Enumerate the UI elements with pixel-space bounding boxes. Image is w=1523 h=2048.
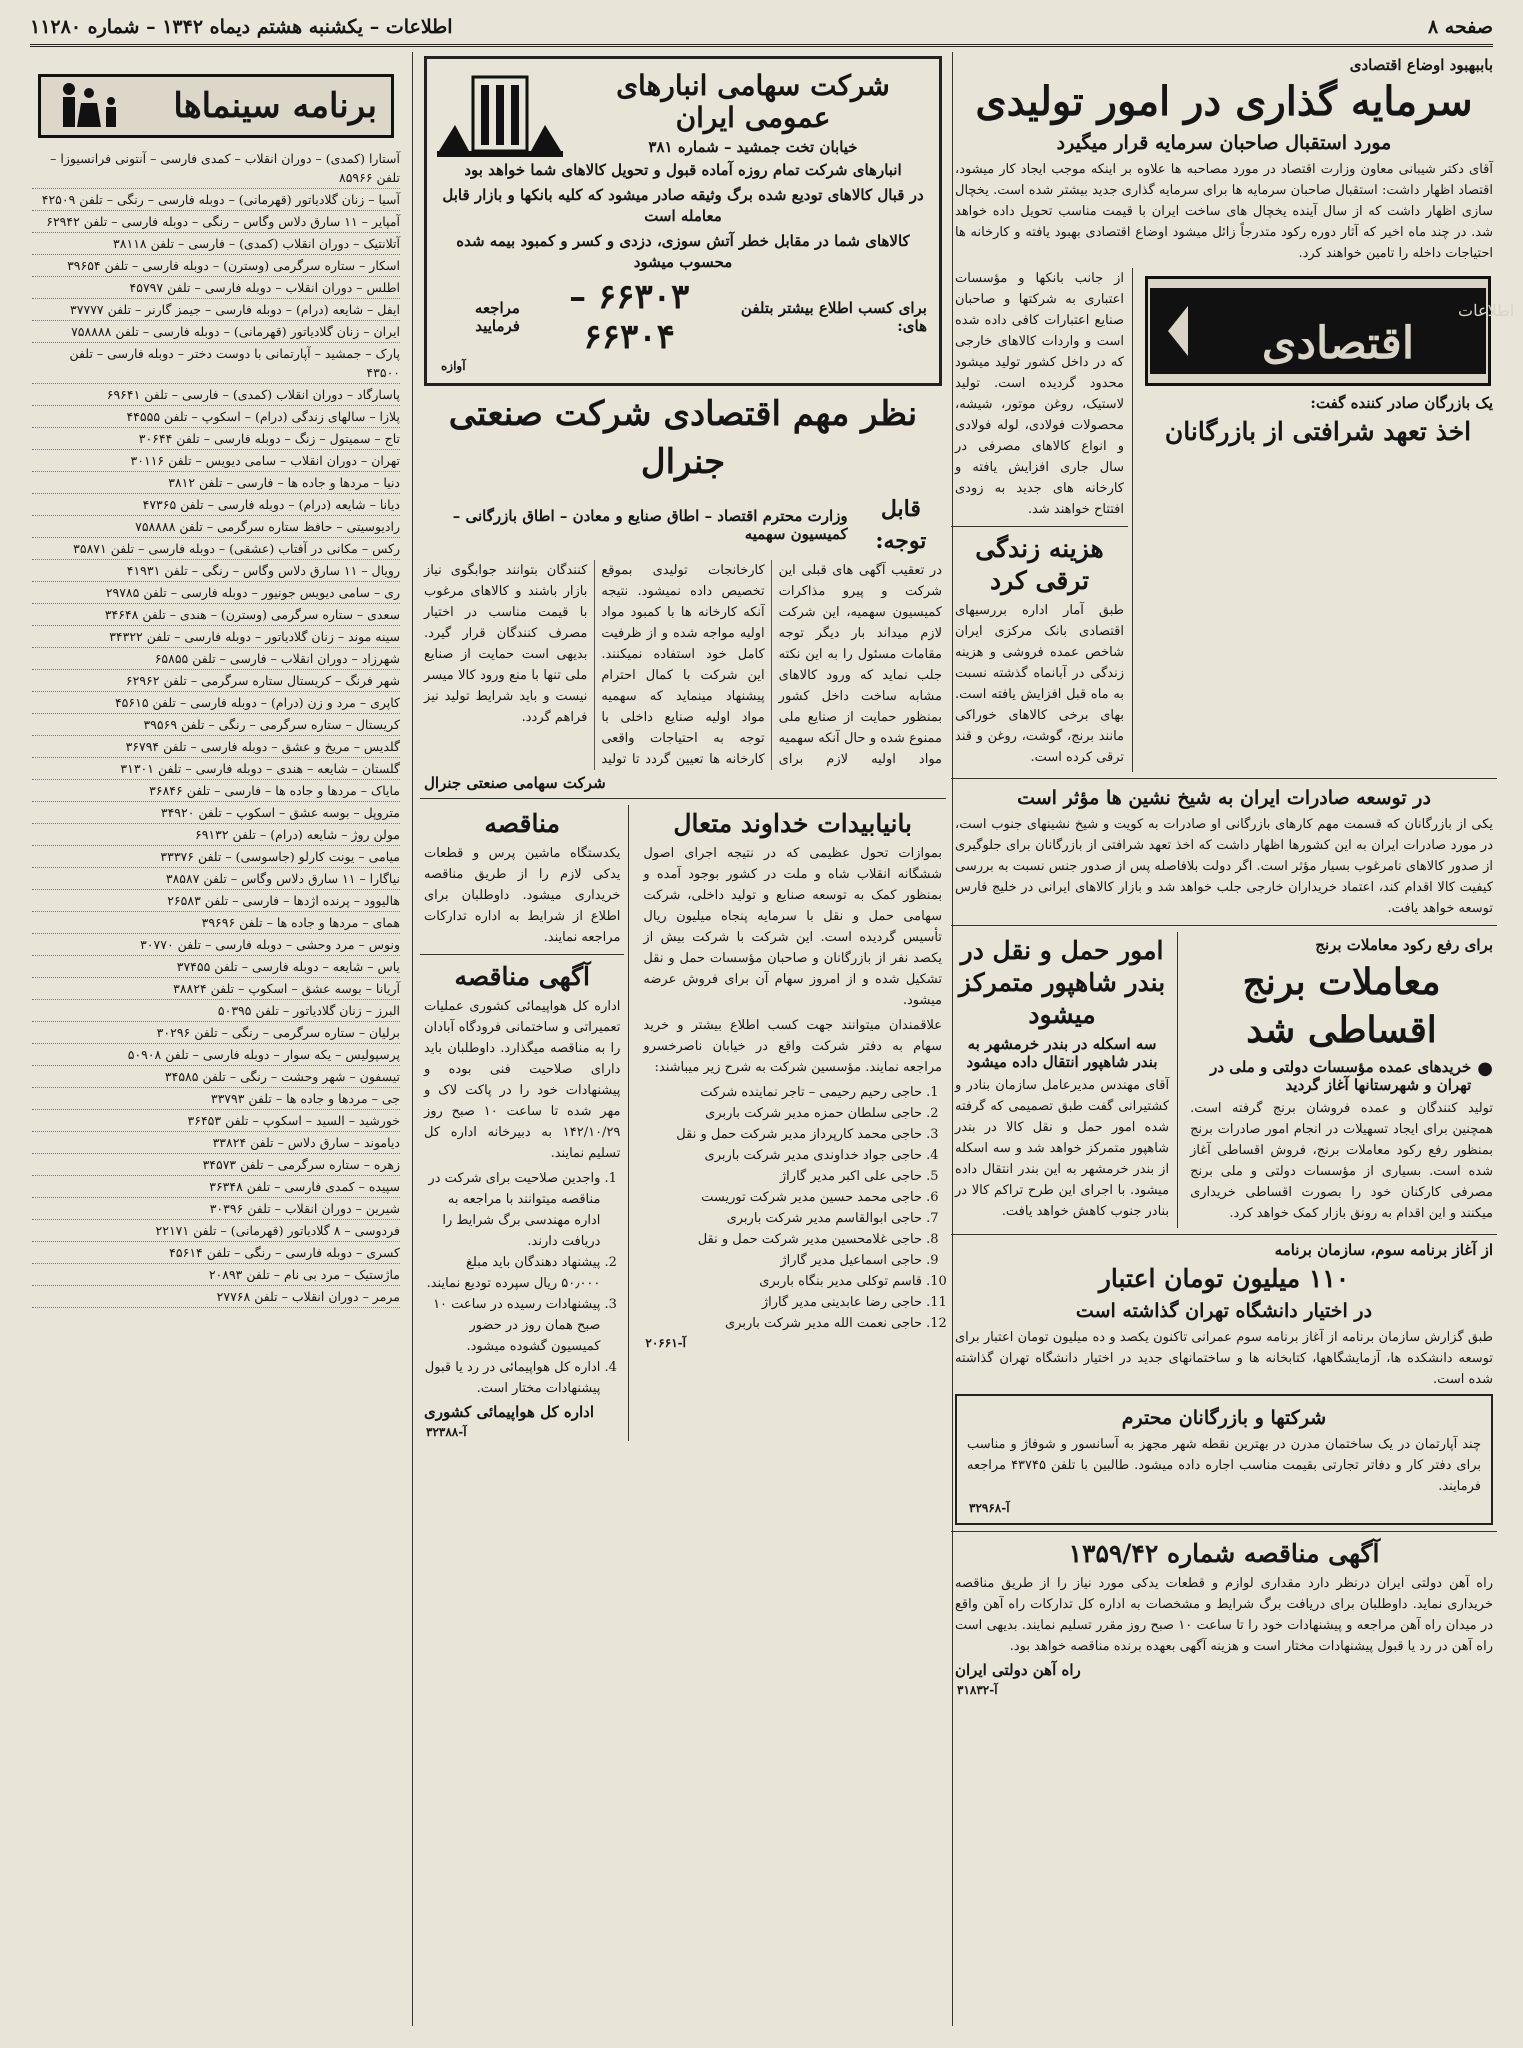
family-figures-icon — [55, 79, 125, 133]
tender-condition: 1. واجدین صلاحیت برای شرکت در مناقصه میتوانند با مراجعه به اداره مهندسی برگ شرایط را دریافت دارند. — [424, 1168, 600, 1252]
logo-top-text: اطلاعات — [1458, 301, 1515, 320]
cinema-listing-item: ایفل – شایعه (درام) – دوبله فارسی – جیمز گارنر – تلفن ۳۷۷۷۷ — [32, 299, 400, 321]
warehouse-address: خیابان تخت جمشید – شماره ۳۸۱ — [648, 138, 858, 156]
founders-list — [643, 1082, 922, 1334]
article-transport-p2: علاقمندان میتوانند جهت کسب اطلاع بیشتر و خرید سهام به دفتر شرکت واقع در خیابان ناصرخسرو مراجعه نمایند. مؤسسین شرکت به شرح زیر میباشند: — [643, 1018, 942, 1075]
exporters-kicker: یک بازرگان صادر کننده گفت: — [1310, 394, 1493, 412]
cinema-listing-item: پارک – جمشید – آپارتمانی با دوست دختر – دوبله فارسی – تلفن ۴۳۵۰۰ — [32, 343, 400, 384]
cinema-listing-item: شهرزاد – دوران انقلاب – فارسی – تلفن ۶۵۸۵۵ — [32, 648, 400, 670]
headline-exporters: اخذ تعهد شرافتی از بازرگانان — [1164, 417, 1472, 446]
cinema-listing-item: آسیا – زنان گلادیاتور (قهرمانی) – دوبله فارسی – رنگی – تلفن ۴۲۵۰۹ — [32, 189, 400, 211]
headline-tender-1: مناقصه — [484, 809, 560, 838]
cinema-listings — [32, 148, 400, 1308]
article-investment-p2: از جانب بانکها و مؤسسات اعتباری به شرکتها و صاحبان صنایع اعتبارات کافی داده شده است و واردات کالاهای خارجی که در داخل کشور تولید میشود محدود گردیده است. تولید لاستیک، روغن موتور، شیشه، محصولات فولادی، لوله فولادی و انواع کالاهای مصرفی در سال جاری افزایش یافته و کارخانه های جدید به زودی افتتاح خواهند شد. — [955, 271, 1124, 517]
rice-kicker: برای رفع رکود معاملات برنج — [1315, 936, 1493, 954]
attention-text: وزارت محترم اقتصاد – اطاق صنایع و معادن – اطاق بازرگانی – کمیسیون سهمیه — [452, 507, 848, 543]
tender-condition: 3. پیشنهادات رسیده در ساعت ۱۰ صبح همان روز در حضور کمیسیون گشوده میشود. — [424, 1294, 600, 1357]
tender-2-sign: اداره کل هواپیمائی کشوری — [424, 1403, 594, 1421]
rice-bullet-text: خریدهای عمده مؤسسات دولتی و ملی در تهران و شهرستانها آغاز گردید — [1210, 1058, 1472, 1094]
ettelaat-eghtesadi-logo-icon — [1148, 286, 1515, 376]
logo-main-text: اقتصادی — [1261, 318, 1415, 369]
warehouse-ad — [424, 56, 942, 386]
headline-fund: ۱۱۰ میلیون تومان اعتبار — [1098, 1264, 1350, 1293]
port-sub: سه اسکله در بندر خرمشهر به بندر شاهپور انتقال داده میشود — [966, 1035, 1158, 1071]
warehouse-line-1: انبارهای شرکت تمام روزه آماده قبول و تحویل کالاهای شما خواهد بود — [464, 161, 902, 179]
railway-sign: راه آهن دولتی ایران — [955, 1661, 1081, 1679]
cinema-listing-item: پاسارگاد – دوران انقلاب (کمدی) – فارسی – تلفن ۶۹۶۴۱ — [32, 384, 400, 406]
cinema-listing-item: دیاموند – سارق دلاس – تلفن ۳۳۸۲۴ — [32, 1132, 400, 1154]
attention-label: قابل توجه: — [875, 496, 927, 554]
cinema-listing-item: رکس – مکانی در آفتاب (عشقی) – دوبله فارسی – تلفن ۳۵۸۷۱ — [32, 538, 400, 560]
headline-transport-company: بانیابیدات خداوند متعال — [673, 809, 913, 838]
middle-column — [420, 52, 946, 2026]
founder-item: 12. حاجی نعمت الله مدیر شرکت باربری — [643, 1313, 922, 1334]
cinema-listing-item: البرز – زنان گلادیاتور – تلفن ۵۰۳۹۵ — [32, 1000, 400, 1022]
cinema-listing-item: رویال – ۱۱ سارق دلاس وگاس – رنگی – تلفن ۴۱۹۳۱ — [32, 560, 400, 582]
article-tender-2: اداره کل هواپیمائی کشوری عملیات تعمیراتی و ساختمانی فرودگاه آبادان را به مناقصه میگذارد. داوطلبان باید دارای صلاحیت فنی بوده و پیشنهادات خود را در پاکت لاک و مهر شده تا ساعت ۱۰ صبح روز ۱۴۲/۱۰/۲۹ به دبیرخانه اداره کل تسلیم نمایند. — [424, 999, 621, 1161]
economics-column — [951, 52, 1515, 2026]
headline-rice: معاملات برنج اقساطی شد — [1242, 961, 1441, 1051]
cinema-listing-item: تاج – سمیتول – زنگ – دوبله فارسی – تلفن ۳۰۶۴۴ — [32, 428, 400, 450]
cinema-listing-item: هالیوود – پرنده اژدها – فارسی – تلفن ۲۶۵۸۳ — [32, 890, 400, 912]
issue-info: اطلاعات – یکشنبه هشتم دیماه ۱۳۴۲ – شماره ۱۱۲۸۰ — [30, 16, 453, 38]
cinema-listing-item: سینه موند – زنان گلادیاتور – دوبله فارسی – تلفن ۳۴۳۲۲ — [32, 626, 400, 648]
cinema-listing-item: مرمر – دوران انقلاب – تلفن ۲۷۷۶۸ — [32, 1286, 400, 1308]
economics-main — [1139, 268, 1515, 772]
founder-item: 7. حاجی ابوالقاسم مدیر شرکت باربری — [643, 1208, 922, 1229]
article-railway-tender: راه آهن دولتی ایران درنظر دارد مقداری لوازم و قطعات یدکی مورد نیاز را از طریق مناقصه خریداری نماید. داوطلبان برای دریافت برگ شرایط و مشخصات به اداره کل تدارکات راه آهن واقع در میدان راه آهن مراجعه و پیشنهادات خود را تا ساعت ۱۰ صبح روز مقرر تسلیم نمایند. بدیهی است راه آهن در رد یا قبول پیشنهادات مختار است و هزینه آگهی بعهده برنده مناقصه خواهد بود. — [955, 1576, 1494, 1654]
economics-logo — [1145, 276, 1515, 386]
warehouse-phone-label: برای کسب اطلاع بیشتر بتلفن های: — [740, 299, 927, 335]
cinema-listing-item: گلستان – شایعه – هندی – دوبله فارسی – تلفن ۳۱۳۰۱ — [32, 758, 400, 780]
cinema-listing-item: جی – مردها و جاده ها – تلفن ۳۳۷۹۳ — [32, 1088, 400, 1110]
cinema-listing-item: برلیان – ستاره سرگرمی – رنگی – تلفن ۳۰۲۹۶ — [32, 1022, 400, 1044]
headline-port: امور حمل و نقل در بندر شاهپور متمرکز میشود — [958, 936, 1166, 1029]
page-number: صفحه ۸ — [1427, 16, 1493, 38]
cinema-listing-item: پلازا – سالهای زندگی (درام) – اسکوپ – تلفن ۴۴۵۵۵ — [32, 406, 400, 428]
cinema-listing-item: اسکار – ستاره سرگرمی (وسترن) – دوبله فارسی – تلفن ۳۹۶۵۴ — [32, 255, 400, 277]
warehouse-building — [435, 69, 565, 159]
founder-item: 1. حاجی رحیم رحیمی – تاجر نماینده شرکت — [643, 1082, 922, 1103]
cinema-listing-item: ری – سامی دیویس جونیور – دوبله فارسی – تلفن ۲۹۷۸۵ — [32, 582, 400, 604]
cinema-listing-item: شهر فرنگ – کریستال ستاره سرگرمی – تلفن ۶۲۹۶۲ — [32, 670, 400, 692]
cinema-header — [38, 74, 394, 138]
cinema-listing-item: ماژستیک – مرد بی نام – تلفن ۲۰۸۹۳ — [32, 1264, 400, 1286]
railway-stamp: آ-۳۱۸۳۲ — [957, 1683, 998, 1697]
economics-block — [951, 268, 1515, 772]
masthead — [30, 10, 1493, 47]
cinema-listing-item: فردوسی – ۸ گلادیاتور (قهرمانی) – تلفن ۲۲۱۷۱ — [32, 1220, 400, 1242]
cinema-listing-item: اطلس – دوران انقلاب – دوبله فارسی – تلفن ۴۵۷۹۷ — [32, 277, 400, 299]
rice-bullet — [1190, 1058, 1493, 1094]
cinema-listing-item: نیاگارا – ۱۱ سارق دلاس وگاس – تلفن ۳۸۵۸۷ — [32, 868, 400, 890]
bullet-icon: ● — [1477, 1058, 1493, 1079]
cinema-listing-item: همای – مردها و جاده ها – تلفن ۳۹۶۹۶ — [32, 912, 400, 934]
headline-cost-of-living: هزینه زندگی ترقی کرد — [975, 534, 1104, 595]
article-general-industrial: در تعقیب آگهی های قبلی این شرکت و پیرو مذاکرات کمیسیون سهمیه، این شرکت لازم میداند بار دیگر توجه مقامات مسئول را به این نکته جلب نماید که ورود کالاهای مشابه ساخت داخل کشور بمنظور حمایت از صنایع ملی ممنوع شده و حال آنکه سهمیه مواد اولیه لازم برای کارخانجات تولیدی بموقع تخصیص داده نمیشود. نتیجه آنکه کارخانه ها با کمبود مواد اولیه مواجه شده و از ظرفیت کامل خود استفاده نمیکنند. این شرکت با کمال احترام پیشنهاد مینماید که سهمیه مواد اولیه صنایع داخلی با توجه به احتیاجات واقعی کارخانه ها تعیین گردد تا تولید کنندگان بتوانند جوابگوی نیاز بازار باشند و کالاهای مرغوب با قیمت مناسب در اختیار مصرف کنندگان قرار گیرد. بدیهی است حمایت از صنایع ملی تنها با منع ورود کالا میسر نیست و باید شرایط تولید نیز فراهم گردد. — [424, 563, 942, 767]
subheadline-investment: مورد استقبال صاحبان سرمایه قرار میگیرد — [1056, 132, 1392, 154]
cinema-listing-item: دنیا – مردها و جاده ها – فارسی – تلفن ۳۸۱۲ — [32, 472, 400, 494]
cinema-listing-item: سپیده – کمدی فارسی – تلفن ۳۶۳۴۸ — [32, 1176, 400, 1198]
cinema-listing-item: آمپایر – ۱۱ سارق دلاس وگاس – رنگی – دوبله فارسی – تلفن ۶۲۹۴۲ — [32, 211, 400, 233]
cinema-column — [26, 52, 406, 2026]
cinema-listing-item: پرسپولیس – یکه سوار – دوبله فارسی – تلفن ۵۰۹۰۸ — [32, 1044, 400, 1066]
subheadline-fund: در اختیار دانشگاه تهران گذاشته است — [1075, 1300, 1373, 1322]
office-ad-title: شرکتها و بازرگانان محترم — [1121, 1407, 1327, 1429]
section-kicker: باببهبود اوضاع اقتصادی — [1349, 56, 1493, 74]
warehouse-phone-tail: مراجعه فرمایید — [474, 299, 520, 335]
article-exporters: یکی از بازرگانان که قسمت مهم کارهای بازرگانی او صادرات به کویت و شیخ نشینهای جنوب است، در مورد صادرات ایران به این کشورها اظهار داشت که اخذ تعهد شرافتی از بازرگانان برای جلوگیری از صدور کالاهای نامرغوب بسیار مؤثر است. اگر دولت بلافاصله پس از صدور جنس نسبت به بررسی کیفیت کالا اقدام کند، اعتماد خریداران خارجی جلب خواهد شد و بازار کالاهای ایرانی در خلیج فارس توسعه خواهد یافت. — [955, 817, 1493, 916]
headline-tender-2: آگهی مناقصه — [454, 962, 590, 991]
cinema-listing-item: رادیوسیتی – حافظ ستاره سرگرمی – تلفن ۷۵۸۸۸۸ — [32, 516, 400, 538]
fund-kicker: از آغاز برنامه سوم، سازمان برنامه — [1274, 1241, 1493, 1259]
warehouse-line-3: کالاهای شما در مقابل خطر آتش سوزی، دزدی و کسر و کمبود بیمه شده محسوب میشود — [456, 232, 910, 271]
attention-row — [424, 490, 942, 560]
middle-lower — [420, 805, 946, 1441]
cinema-listing-item: آریانا – بوسه عشق – اسکوپ – تلفن ۳۸۸۲۴ — [32, 978, 400, 1000]
founder-item: 4. حاجی جواد خداوندی مدیر شرکت باربری — [643, 1145, 922, 1166]
warehouse-building-icon — [435, 69, 565, 159]
warehouse-ad-header — [435, 67, 931, 160]
cinema-title: برنامه سینماها — [173, 86, 377, 126]
tender-condition: 2. پیشنهاد دهندگان باید مبلغ ۵۰٫۰۰۰ ریال سپرده تودیع نمایند. — [424, 1252, 600, 1294]
founder-item: 6. حاجی محمد حسین مدیر شرکت توریست — [643, 1187, 922, 1208]
cinema-listing-item: یاس – شایعه – دوبله فارسی – تلفن ۳۷۴۵۵ — [32, 956, 400, 978]
general-industrial-sign: شرکت سهامی صنعتی جنرال — [424, 774, 606, 792]
article-port: آقای مهندس مدیرعامل سازمان بنادر و کشتیرانی گفت طبق تصمیمی که گرفته شده امور حمل و نقل کالا در بندر شاهپور متمرکز خواهد شد و سه اسکله از بندر خرمشهر به این بندر انتقال داده میشود. با اجرای این طرح تراکم کالا در بنادر جنوب کاهش خواهد یافت. — [955, 1078, 1170, 1219]
subheadline-exporters: در توسعه صادرات ایران به شیخ نشین ها مؤثر است — [1017, 787, 1431, 809]
cinema-listing-item: میامی – یونت کارلو (جاسوسی) – تلفن ۳۳۳۷۶ — [32, 846, 400, 868]
article-investment-p1: آقای دکتر شیبانی معاون وزارت اقتصاد در مورد مصاحبه ها علاوه بر اینکه موجب ایجاد کار میشود، اقتصاد اظهار داشت: استقبال صاحبان سرمایه ها برای سرمایه گذاری جدید بیشتر شده است. یخچال سازی اظهار داشت که از سال آینده یخچال های ساخت ایران با قیمت مناسب تحویل داده خواهد شد. در چند ماه اخیر که آثار دوره رکود متدرجاً زائل میشود اوضاع اقتصادی بهبود یافته و کارخانه ها احتیاجات داخله را تامین خواهند کرد. — [955, 162, 1493, 261]
cinema-listing-item: سعدی – ستاره سرگرمی (وسترن) – هندی – تلفن ۳۴۶۴۸ — [32, 604, 400, 626]
article-rice: تولید کنندگان و عمده فروشان برنج گرفته است. همچنین برای ایجاد تسهیلات در انجام امور صادرات برنج بمنظور رفع رکود معاملات برنج، فروش اقساطی آغاز شده است. بسیاری از مؤسسات دولتی و ملی برنج مصرفی کارکنان خود را بصورت اقساطی خریداری میکنند و این اقدام به رونق بازار کمک خواهد کرد. — [1190, 1101, 1493, 1221]
rice-port-block — [951, 932, 1497, 1228]
cinema-listing-item: متروپل – بوسه عشق – اسکوپ – تلفن ۳۴۹۲۰ — [32, 802, 400, 824]
port-article — [951, 932, 1178, 1228]
cinema-listing-item: ونوس – مرد وحشی – دوبله فارسی – تلفن ۳۰۷۷۰ — [32, 934, 400, 956]
warehouse-phone: ۶۶۳۰۳ – ۶۶۳۰۴ — [569, 277, 690, 357]
cinema-listing-item: دیانا – شایعه (درام) – دوبله فارسی – تلفن ۴۷۳۶۵ — [32, 494, 400, 516]
headline-railway-tender: آگهی مناقصه شماره ۱۳۵۹/۴۲ — [1068, 1539, 1380, 1568]
cinema-listing-item: آستارا (کمدی) – دوران انقلاب – کمدی فارسی – آنتونی فرانسیوزا – تلفن ۸۵۹۶۶ — [32, 148, 400, 189]
rice-article — [1186, 932, 1497, 1228]
founder-item: 3. حاجی محمد کارپرداز مدیر شرکت حمل و نقل — [643, 1124, 922, 1145]
tenders-column — [420, 805, 629, 1441]
cinema-listing-item: کسری – دوبله فارسی – رنگی – تلفن ۴۵۶۱۴ — [32, 1242, 400, 1264]
warehouse-ad-titles — [575, 67, 931, 160]
tender-2-stamp: آ-۳۲۳۸۸ — [426, 1425, 467, 1439]
cinema-listing-item: کریستال – ستاره سرگرمی – رنگی – تلفن ۳۹۵۶۹ — [32, 714, 400, 736]
tender-condition: 4. اداره کل هواپیمائی در رد یا قبول پیشنهادات مختار است. — [424, 1357, 600, 1399]
office-rental-ad — [955, 1394, 1493, 1525]
cinema-listing-item: گلدیس – مریخ و عشق – دوبله فارسی – تلفن ۳۶۷۹۴ — [32, 736, 400, 758]
founder-item: 5. حاجی علی اکبر مدیر گاراژ — [643, 1166, 922, 1187]
transport-stamp: آ-۲۰۶۶۱ — [645, 1336, 686, 1350]
tender-2-conditions — [424, 1168, 600, 1399]
founder-item: 2. حاجی سلطان حمزه مدیر شرکت باربری — [643, 1103, 922, 1124]
article-transport-p1: بموازات تحول عظیمی که در نتیجه اجرای اصول ششگانه انقلاب شاه و ملت در کشور بوجود آمده و بمنظور کمک به توسعه صنایع و تولید داخلی، شرکت سهامی حمل و نقل با سرمایه پنجاه میلیون ریال تأسیس گردیده است. این شرکت با شرکت بیش از یکصد نفر از بازرگانان و صاحبان مؤسسات حمل و نقل تشکیل شده و از امروز سهام آن برای فروش عرضه میشود. — [643, 846, 942, 1008]
founder-item: 11. حاجی رضا عابدینی مدیر گاراژ — [643, 1292, 922, 1313]
office-ad-stamp: آ-۳۲۹۶۸ — [969, 1501, 1010, 1515]
cinema-listing-item: تیسفون – شهر وحشت – رنگی – تلفن ۳۴۵۸۵ — [32, 1066, 400, 1088]
cinema-listing-item: تهران – دوران انقلاب – سامی دیویس – تلفن ۳۰۱۱۶ — [32, 450, 400, 472]
warehouse-company-name: شرکت سهامی انبارهای عمومی ایران — [616, 69, 890, 134]
founder-item: 9. حاجی اسماعیل مدیر گاراژ — [643, 1250, 922, 1271]
cost-of-living-box — [951, 268, 1133, 772]
cinema-listing-item: مولن روژ – شایعه (درام) – تلفن ۶۹۱۳۲ — [32, 824, 400, 846]
article-fund: طبق گزارش سازمان برنامه از آغاز برنامه سوم عمرانی تاکنون یکصد و ده میلیون تومان اعتبار برای توسعه دانشکده ها، آزمایشگاهها، کتابخانه ها و ساختمانهای جدید در اختیار دانشگاه تهران گذاشته شده است. — [955, 1330, 1493, 1387]
headline-general-industrial: نظر مهم اقتصادی شرکت صنعتی جنرال — [448, 394, 918, 482]
cinema-listing-item: زهره – ستاره سرگرمی – تلفن ۳۴۵۷۳ — [32, 1154, 400, 1176]
article-tender-1: یکدستگاه ماشین پرس و قطعات یدکی لازم را از طریق مناقصه خریداری میشود. داوطلبان برای اطلاع از شرایط به اداره تدارکات مراجعه نمایند. — [424, 846, 621, 945]
office-ad-text: چند آپارتمان در یک ساختمان مدرن در بهترین نقطه شهر مجهز به آسانسور و شوفاژ و مناسب برای دفتر کار و دفاتر تجارتی بقیمت مناسب اجاره داده میشود. طالبین با تلفن ۴۳۷۴۵ مراجعه فرمایند. — [967, 1437, 1481, 1494]
headline-investment: سرمایه گذاری در امور تولیدی — [975, 78, 1473, 125]
column-rule-1 — [952, 52, 953, 2026]
cinema-listing-item: مایاک – مردها و جاده ها – فارسی – تلفن ۳۶۸۴۶ — [32, 780, 400, 802]
warehouse-ad-stamp: آوازه — [441, 359, 466, 373]
cinema-listing-item: خورشید – السید – اسکوپ – تلفن ۳۶۴۵۳ — [32, 1110, 400, 1132]
column-rule-2 — [412, 52, 413, 2026]
article-cost-of-living: طبق آمار اداره بررسیهای اقتصادی بانک مرکزی ایران شاخص عمده فروشی و هزینه زندگی در آبانماه گذشته نسبت به ماه قبل افزایش یافته است. بهای برخی کالاهای خوراکی مانند برنج، گوشت، روغن و قند ترقی کرده است. — [955, 603, 1124, 765]
transport-company-article — [639, 805, 946, 1441]
founder-item: 8. حاجی غلامحسین مدیر شرکت حمل و نقل — [643, 1229, 922, 1250]
cinema-listing-item: آتلانتیک – دوران انقلاب (کمدی) – فارسی – تلفن ۳۸۱۱۸ — [32, 233, 400, 255]
warehouse-line-2: در قبال کالاهای تودیع شده برگ وثیقه صادر میشود که کلیه بانکها و بازار قابل معامله است — [442, 186, 924, 225]
cinema-listing-item: شیرین – دوران انقلاب – تلفن ۳۰۳۹۶ — [32, 1198, 400, 1220]
founder-item: 10. قاسم توکلی مدیر بنگاه باربری — [643, 1271, 922, 1292]
warehouse-phone-row — [435, 277, 931, 357]
cinema-listing-item: ایران – زنان گلادیاتور (قهرمانی) – دوبله فارسی – تلفن ۷۵۸۸۸۸ — [32, 321, 400, 343]
cinema-listing-item: کاپری – مرد و زن (درام) – دوبله فارسی – تلفن ۴۵۶۱۵ — [32, 692, 400, 714]
